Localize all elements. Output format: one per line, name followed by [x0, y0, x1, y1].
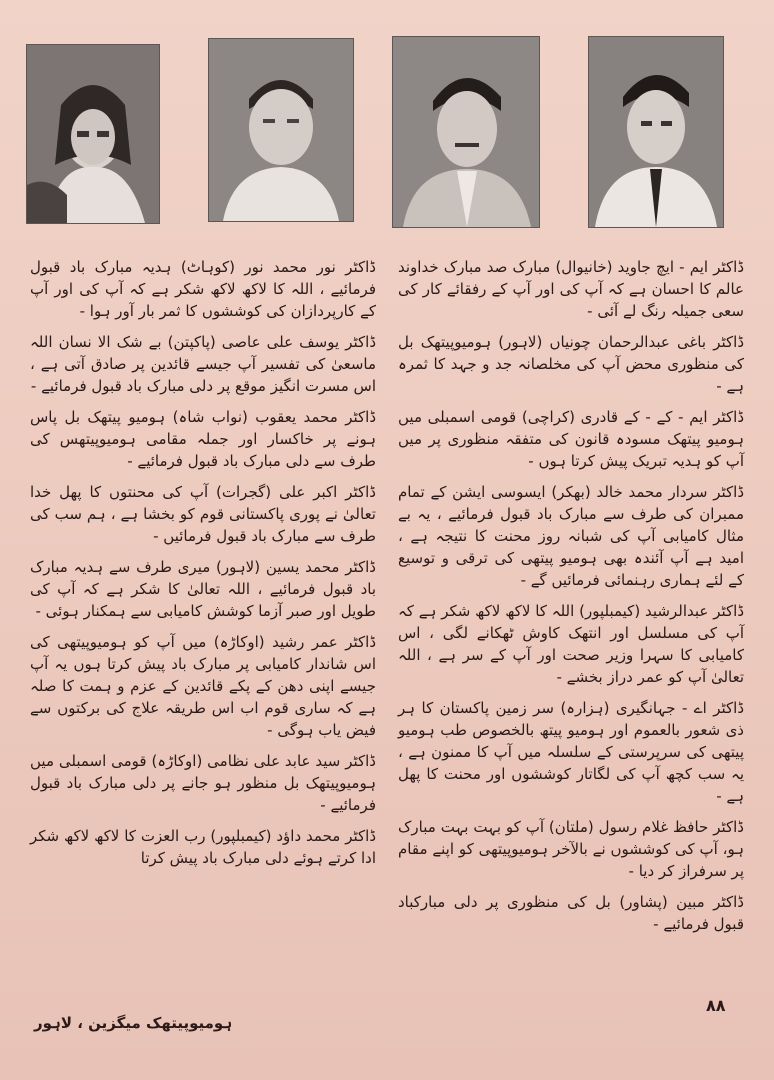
congratulation-message: ڈاکٹر ایم - ایچ جاوید (خانیوال) مبارک صد مبارک خداوند عالم کا احسان ہے کہ آپ کی اور آپ کے رفقائے کار کی سعی جمیلہ رنگ لے آئی -	[398, 258, 744, 320]
congratulation-message: ڈاکٹر یوسف علی عاصی (پاکپتن) بے شک الا نسان اللہ ماسعیٰ کی تفسیر آپ جیسے قائدین پر صادق آتی ہے ، اس مسرت انگیز موقع پر دلی مبارک باد قبول فرمائیے -	[30, 333, 376, 395]
portrait-man-4-image	[589, 37, 723, 227]
congratulation-message: ڈاکٹر اکبر علی (گجرات) آپ کی محنتوں کا پھل خدا تعالیٰ نے پوری پاکستانی قوم کو بخشا ہے ، ہم سب کی طرف سے مبارک باد قبول فرمائیں -	[30, 483, 376, 545]
congratulation-message: ڈاکٹر سردار محمد خالد (بھکر) ایسوسی ایشن کے تمام ممبران کی طرف سے مبارک باد قبول فرمائیے ، یہ بے مثال کامیابی آپ کی شبانہ روز محنت کا نتیجہ ہے ، امید ہے آپ آئندہ بھی ہومیو پیتھی کی ترقی و توسیع کے لئے ہماری رہنمائی فرمائیں گے -	[398, 483, 744, 589]
congratulation-message: ڈاکٹر عمر رشید (اوکاڑہ) میں آپ کو ہومیوپیتھی کی اس شاندار کامیابی پر مبارک باد پیش کرتا ہوں یہ آپ جیسے اپنی دھن کے پکے قائدین کے عزم و ہمت کا صلہ ہے کہ ساری قوم اب اس طریقہ علاج کی برکتوں سے فیض یاب ہوگی -	[30, 633, 376, 739]
congratulation-message: ڈاکٹر محمد داؤد (کیمبلپور) رب العزت کا لاکھ لاکھ شکر ادا کرتے ہوئے دلی مبارک باد پیش کرتا	[30, 827, 376, 867]
portrait-woman-image	[27, 45, 159, 223]
congratulation-message: ڈاکٹر عبدالرشید (کیمبلپور) اللہ کا لاکھ لاکھ شکر ہے کہ آپ کی مسلسل اور انتھک کاوش ٹھکانے لگی ، اس کامیابی کا سہرا وزیر صحت اور آپ کے سر ہے ، اللہ تعالیٰ آپ کو عمر دراز بخشے -	[398, 602, 744, 686]
portrait-photo-man-2	[208, 38, 354, 222]
portrait-photo-man-4	[588, 36, 724, 228]
congratulation-message: ڈاکٹر محمد یسین (لاہور) میری طرف سے ہدیہ مبارک باد قبول فرمائیے ، اللہ تعالیٰ کا شکر ہے کہ آپ کی طویل اور صبر آزما کوشش کامیابی سے ہمکنار ہوئی -	[30, 558, 376, 620]
congratulation-message: ڈاکٹر نور محمد نور (کوہاٹ) ہدیہ مبارک باد قبول فرمائیے ، اللہ کا لاکھ لاکھ شکر ہے کہ آپ کی اور آپ کے کارپردازان کی کوششوں کا ثمر بار آور ہوا -	[30, 258, 376, 320]
congratulation-message: ڈاکٹر سید عابد علی نظامی (اوکاڑہ) قومی اسمبلی میں ہومیوپیتھک بل منظور ہو جانے پر دلی مبارک باد قبول فرمائیے -	[30, 752, 376, 814]
congratulation-message: ڈاکٹر حافظ غلام رسول (ملتان) آپ کو بہت بہت مبارک ہو، آپ کی کوششوں نے بالآخر ہومیوپیتھی کو اپنے مقام پر سرفراز کر دیا -	[398, 818, 744, 880]
right-text-column	[398, 256, 744, 944]
portrait-photo-man-3	[392, 36, 540, 228]
magazine-footer: ہومیوپیتھک میگزین ، لاہور	[34, 1014, 233, 1032]
congratulation-message: ڈاکٹر محمد یعقوب (نواب شاہ) ہومیو پیتھک بل پاس ہونے پر خاکسار اور جملہ مقامی ہومیوپیتھس کی طرف سے دلی مبارک باد قبول فرمائیے -	[30, 408, 376, 470]
page-number: ۸۸	[706, 996, 726, 1015]
congratulation-message: ڈاکٹر باغی عبدالرحمان چونیاں (لاہور) ہومیوپیتھک بل کی منظوری محض آپ کی مخلصانہ جد و جہد کا ثمرہ ہے -	[398, 333, 744, 395]
portrait-man-3-image	[393, 37, 539, 227]
congratulation-message: ڈاکٹر اے - جہانگیری (ہزارہ) سر زمین پاکستان کا ہر ذی شعور بالعموم اور ہومیو پیتھ بالخصوص طب ہومیو پیتھی کی سرپرستی کے سلسلہ میں آپ کا ممنون ہے ، یہ سب کچھ آپ کی لگاتار کوششوں اور محنت کا پھل ہے -	[398, 699, 744, 805]
left-text-column	[30, 256, 376, 878]
portrait-man-2-image	[209, 39, 353, 221]
congratulation-message: ڈاکٹر ایم - کے - کے قادری (کراچی) قومی اسمبلی میں ہومیو پیتھک مسودہ قانون کی متفقہ منظوری پر میں آپ کو ہدیہ تبریک پیش کرتا ہوں -	[398, 408, 744, 470]
congratulation-message: ڈاکٹر مبین (پشاور) بل کی منظوری پر دلی مبارکباد قبول فرمائیے -	[398, 893, 744, 933]
portrait-photo-woman	[26, 44, 160, 224]
